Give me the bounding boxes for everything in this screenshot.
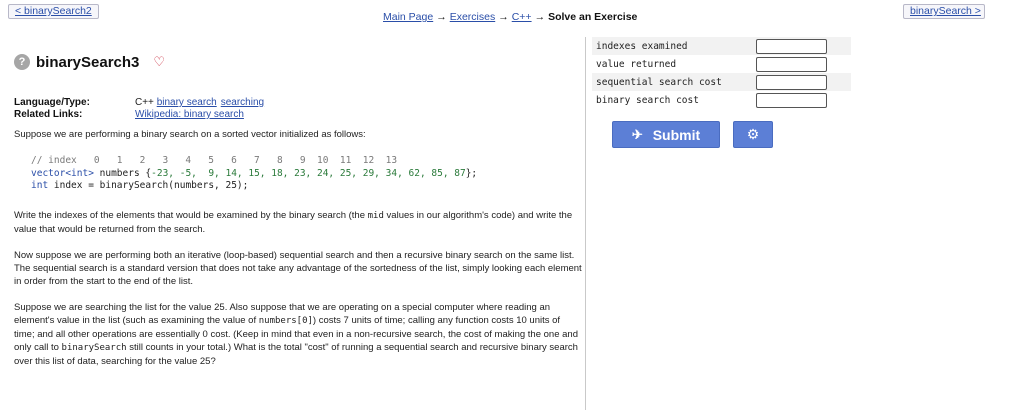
language-row	[14, 97, 582, 109]
answer-form	[592, 37, 851, 109]
breadcrumb-current: Solve an Exercise	[548, 11, 638, 23]
breadcrumb-cpp[interactable]: C++	[511, 11, 532, 23]
wikipedia-link[interactable]: Wikipedia: binary search	[135, 109, 244, 120]
answer-row-value	[592, 55, 851, 73]
rocket-icon: ✈	[631, 126, 643, 142]
intro-text: Suppose we are performing a binary search on a sorted vector initialized as follows:	[14, 129, 366, 140]
topic-link-searching[interactable]: searching	[220, 97, 265, 108]
settings-button[interactable]	[733, 121, 773, 148]
gear-icon: ⚙	[746, 126, 760, 142]
answer-label-sequential: sequential search cost	[596, 76, 722, 88]
code-vector-values: -23, -5, 9, 14, 15, 18, 23, 24, 25, 29, 34, 62, 85, 87	[151, 167, 466, 179]
answer-label-binary: binary search cost	[596, 94, 699, 106]
code-index-line	[31, 180, 248, 191]
help-icon[interactable]: ?	[14, 54, 30, 70]
title-row	[14, 50, 582, 74]
breadcrumb-arrow-icon: →	[436, 11, 447, 23]
value-returned-input[interactable]	[756, 57, 827, 72]
breadcrumb-exercises[interactable]: Exercises	[449, 11, 496, 23]
language-text: C++	[135, 97, 154, 108]
sequential-cost-input[interactable]	[756, 75, 827, 90]
answer-row-indexes	[592, 37, 851, 55]
language-label: Language/Type:	[14, 97, 90, 108]
breadcrumb	[383, 11, 637, 23]
mid-code: mid	[367, 210, 384, 221]
answer-row-binary	[592, 91, 851, 109]
submit-button[interactable]	[612, 121, 720, 148]
code-vector-end: };	[465, 167, 478, 179]
numbers-code: numbers[0]	[258, 315, 313, 326]
problem-title: binarySearch3	[36, 53, 140, 71]
breadcrumb-main-page[interactable]: Main Page	[383, 11, 434, 23]
topic-link-binary-search[interactable]: binary search	[156, 97, 217, 108]
submit-label: Submit	[652, 126, 701, 143]
code-block	[31, 155, 582, 193]
indexes-examined-input[interactable]	[756, 39, 827, 54]
related-links-row	[14, 109, 582, 121]
code-index-call: index = binarySearch(numbers, 25);	[48, 180, 249, 191]
sequential-search-text: Now suppose we are performing both an iterative (loop-based) sequential search and then a recursive binary search on the same list. The sequential search is a standard version that does not take any advantage of the sortedness of the list, simply looking each element in order from the start to the end of the list.	[14, 249, 582, 287]
code-int-keyword: int	[31, 180, 49, 191]
column-divider	[585, 37, 586, 410]
previous-problem-button[interactable]: < binarySearch2	[8, 4, 99, 19]
related-links-label: Related Links:	[14, 109, 83, 120]
answer-row-sequential	[592, 73, 851, 91]
code-vector-decl: numbers {	[93, 167, 152, 179]
binary-cost-input[interactable]	[756, 93, 827, 108]
code-vector-keyword: vector<int>	[31, 167, 94, 179]
problem-meta	[14, 97, 582, 121]
language-value	[135, 97, 268, 109]
code-index-comment: // index 0 1 2 3 4 5 6 7 8 9 10 11 12 13	[31, 155, 398, 166]
answer-label-value: value returned	[596, 58, 677, 70]
breadcrumb-arrow-icon: →	[498, 11, 509, 23]
problem-panel	[14, 50, 582, 368]
code-vector-line	[31, 168, 477, 179]
next-problem-button[interactable]: binarySearch >	[903, 4, 985, 19]
answer-label-indexes: indexes examined	[596, 40, 688, 52]
breadcrumb-arrow-icon: →	[534, 11, 546, 23]
cost-question-text: Suppose we are searching the list for the value 25. Also suppose that we are operating on a special computer where reading an element's value in the list (such as examining the value of numbers[0]) costs 7 units of time; calling any function costs 10 units of time; and all other operations are essentially 0 cost. (Keep in mind that even in a non-recursive search, the cost of making the one and only call to binarySearch still counts in your total.) What is the total "cost" of running a sequential search and recursive binary search over this list of data, searching for the value 25?	[14, 301, 578, 367]
instructions-text: Write the indexes of the elements that would be examined by the binary search (the mid values in our algorithm's code) and write the value that would be returned from the search.	[14, 209, 573, 235]
heart-icon[interactable]: ♡	[153, 54, 166, 69]
binarysearch-code: binarySearch	[61, 342, 127, 353]
